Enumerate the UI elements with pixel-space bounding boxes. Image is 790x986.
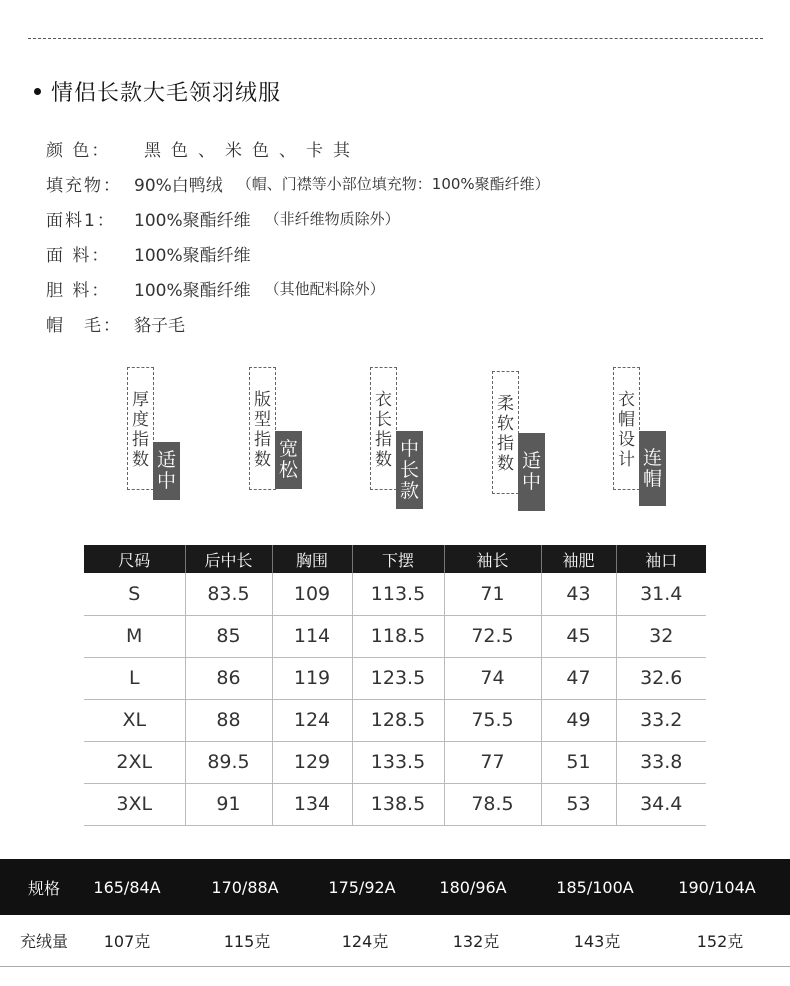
spec-hat-fur	[46, 306, 550, 341]
spec-fabric	[46, 236, 550, 271]
size-table-row	[84, 741, 706, 783]
attr-value-box	[275, 431, 302, 489]
measure-cell: 88	[185, 699, 272, 741]
attr-name-box	[492, 371, 519, 494]
spec-label: 帽 毛：	[46, 316, 122, 336]
fill-amount-cell: 107克	[103, 932, 151, 951]
measure-cell: 32.6	[616, 657, 706, 699]
measure-cell: 138.5	[352, 783, 444, 825]
spec-value: 90%白鸭绒	[134, 176, 223, 196]
fill-amount-label: 充绒量	[19, 932, 68, 951]
measure-cell: 124	[272, 699, 352, 741]
spec-label: 填充物：	[46, 176, 122, 196]
spec-value: 100%聚酯纤维	[134, 246, 251, 266]
spec-note: （非纤维物质除外）	[264, 210, 400, 228]
fill-amount-cell: 124克	[341, 932, 389, 951]
vertical-text: 厚度指数	[132, 390, 149, 470]
vertical-text: 宽松	[279, 438, 299, 481]
spec-note: （其他配料除外）	[264, 280, 385, 298]
vertical-text: 版型指数	[254, 390, 271, 470]
size-table-row	[84, 657, 706, 699]
measure-cell: 71	[444, 573, 541, 615]
spec-value: 100%聚酯纤维	[134, 211, 251, 231]
size-cell: S	[84, 573, 185, 615]
spec-label: 颜 色：	[46, 141, 111, 161]
measure-cell: 43	[541, 573, 616, 615]
fill-amount-cell: 143克	[573, 932, 621, 951]
header-size: 尺码	[84, 545, 185, 573]
attr-value-box	[518, 433, 545, 511]
spec-filling	[46, 166, 550, 201]
measure-cell: 75.5	[444, 699, 541, 741]
bullet-icon	[34, 88, 41, 95]
product-title: 情侣长款大毛领羽绒服	[51, 81, 282, 106]
fill-amount-cell: 132克	[452, 932, 500, 951]
fill-amount-cell: 152克	[696, 932, 744, 951]
spec-lining	[46, 271, 550, 306]
attr-name-box	[127, 367, 154, 490]
spec-value: 貉子毛	[134, 316, 185, 336]
spec-color	[46, 131, 550, 166]
header-back-length: 后中长	[185, 545, 272, 573]
header-sleeve-width: 袖肥	[541, 545, 616, 573]
measure-cell: 72.5	[444, 615, 541, 657]
vertical-text: 适中	[157, 449, 177, 492]
measure-cell: 85	[185, 615, 272, 657]
spec-value-cell: 180/96A	[439, 877, 507, 897]
attr-value-box	[396, 431, 423, 509]
spec-bar	[0, 859, 790, 915]
measure-cell: 31.4	[616, 573, 706, 615]
header-chest: 胸围	[272, 545, 352, 573]
measure-cell: 119	[272, 657, 352, 699]
measure-cell: 91	[185, 783, 272, 825]
measure-cell: 49	[541, 699, 616, 741]
attr-name-box	[370, 367, 397, 490]
measure-cell: 34.4	[616, 783, 706, 825]
measure-cell: 53	[541, 783, 616, 825]
size-cell: XL	[84, 699, 185, 741]
top-divider	[28, 38, 763, 39]
measure-cell: 45	[541, 615, 616, 657]
measure-cell: 113.5	[352, 573, 444, 615]
size-table-header	[84, 545, 706, 573]
measure-cell: 128.5	[352, 699, 444, 741]
size-table-row	[84, 783, 706, 825]
attr-name-box	[613, 367, 640, 490]
size-cell: 2XL	[84, 741, 185, 783]
spec-label: 面料1：	[46, 211, 116, 231]
measure-cell: 33.2	[616, 699, 706, 741]
measure-cell: 129	[272, 741, 352, 783]
spec-label: 胆 料：	[46, 281, 111, 301]
vertical-text: 柔软指数	[497, 394, 514, 474]
spec-value-cell: 175/92A	[328, 877, 396, 897]
vertical-text: 连帽	[643, 446, 663, 490]
measure-cell: 89.5	[185, 741, 272, 783]
measure-cell: 123.5	[352, 657, 444, 699]
vertical-text: 衣帽设计	[618, 390, 635, 470]
size-table-row	[84, 573, 706, 615]
size-cell: L	[84, 657, 185, 699]
fill-amount-row	[0, 915, 790, 967]
size-table-row	[84, 699, 706, 741]
spec-fabric1	[46, 201, 550, 236]
measure-cell: 77	[444, 741, 541, 783]
measure-cell: 83.5	[185, 573, 272, 615]
fill-amount-cell: 115克	[223, 932, 271, 951]
measure-cell: 47	[541, 657, 616, 699]
measure-cell: 114	[272, 615, 352, 657]
measure-cell: 86	[185, 657, 272, 699]
measure-cell: 78.5	[444, 783, 541, 825]
spec-value-cell: 185/100A	[556, 877, 634, 897]
measure-cell: 51	[541, 741, 616, 783]
attr-name-box	[249, 367, 276, 490]
header-hem: 下摆	[352, 545, 444, 573]
measure-cell: 32	[616, 615, 706, 657]
size-table-row	[84, 615, 706, 657]
measure-cell: 118.5	[352, 615, 444, 657]
vertical-text: 衣长指数	[375, 390, 392, 470]
spec-value-cell: 170/88A	[211, 877, 279, 897]
spec-bar-label: 规格	[27, 878, 60, 898]
header-cuff: 袖口	[616, 545, 706, 573]
attr-value-box	[639, 431, 666, 506]
vertical-text: 中长款	[400, 437, 420, 502]
spec-value: 100%聚酯纤维	[134, 281, 251, 301]
size-table	[84, 545, 706, 826]
size-cell: 3XL	[84, 783, 185, 825]
spec-value: 黑色、米色、卡其	[144, 141, 360, 161]
measure-cell: 133.5	[352, 741, 444, 783]
spec-value-cell: 190/104A	[678, 877, 756, 897]
title-row	[34, 76, 281, 107]
vertical-text: 适中	[522, 450, 542, 493]
header-sleeve-length: 袖长	[444, 545, 541, 573]
size-cell: M	[84, 615, 185, 657]
spec-note: （帽、门襟等小部位填充物：100%聚酯纤维）	[236, 175, 550, 193]
measure-cell: 33.8	[616, 741, 706, 783]
spec-list	[46, 131, 550, 341]
measure-cell: 74	[444, 657, 541, 699]
measure-cell: 109	[272, 573, 352, 615]
attr-value-box	[153, 442, 180, 500]
spec-label: 面 料：	[46, 246, 111, 266]
measure-cell: 134	[272, 783, 352, 825]
spec-value-cell: 165/84A	[93, 877, 161, 897]
